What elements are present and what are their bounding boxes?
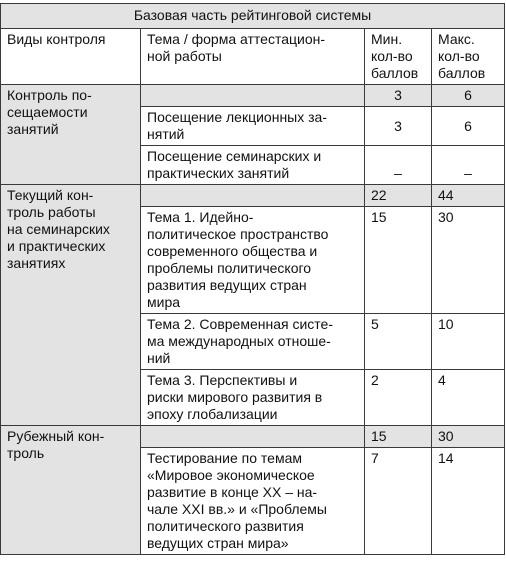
header-min: Мин. кол-во баллов (365, 29, 432, 85)
row-min: – (365, 146, 432, 185)
rating-table (0, 3, 505, 555)
section-row (1, 426, 505, 448)
row-topic: Посещение лекционных за- нятий (141, 107, 365, 146)
section-max: 44 (432, 185, 505, 207)
row-min: 15 (365, 207, 432, 314)
section-max: 6 (432, 85, 505, 107)
header-max: Макс. кол-во баллов (432, 29, 505, 85)
row-min: 5 (365, 314, 432, 370)
row-topic: Посещение семинарских и практических занятий (141, 146, 365, 185)
row-max: 30 (432, 207, 505, 314)
header-row (1, 29, 505, 85)
section-topic-empty (141, 185, 365, 207)
row-max: 6 (432, 107, 505, 146)
section-row (1, 185, 505, 207)
header-kind: Виды контроля (1, 29, 141, 85)
row-min: 7 (365, 448, 432, 555)
row-topic: Тема 1. Идейно- политическое пространство современного общества и проблемы политического развития ведущих стран мира (141, 207, 365, 314)
section-row (1, 85, 505, 107)
section-min: 15 (365, 426, 432, 448)
row-topic: Тема 2. Современная систе- ма международных отноше- ний (141, 314, 365, 370)
section-kind: Рубежный кон- троль (1, 426, 141, 555)
table-title-row (1, 4, 505, 29)
table-title: Базовая часть рейтинговой системы (1, 4, 505, 29)
section-topic-empty (141, 426, 365, 448)
row-max: – (432, 146, 505, 185)
section-kind: Текущий кон- троль работы на семинарских и практических занятиях (1, 185, 141, 426)
row-max: 10 (432, 314, 505, 370)
section-min: 22 (365, 185, 432, 207)
section-topic-empty (141, 85, 365, 107)
section-kind: Контроль по- сещаемости занятий (1, 85, 141, 185)
row-topic: Тестирование по темам «Мировое экономическое развитие в конце XX – на- чале XXI вв.» и «Проблемы политического развития ведущих стран мира» (141, 448, 365, 555)
row-min: 3 (365, 107, 432, 146)
row-max: 4 (432, 370, 505, 426)
section-min: 3 (365, 85, 432, 107)
section-max: 30 (432, 426, 505, 448)
row-min: 2 (365, 370, 432, 426)
row-topic: Тема 3. Перспективы и риски мирового развития в эпоху глобализации (141, 370, 365, 426)
row-max: 14 (432, 448, 505, 555)
header-topic: Тема / форма аттестацион- ной работы (141, 29, 365, 85)
